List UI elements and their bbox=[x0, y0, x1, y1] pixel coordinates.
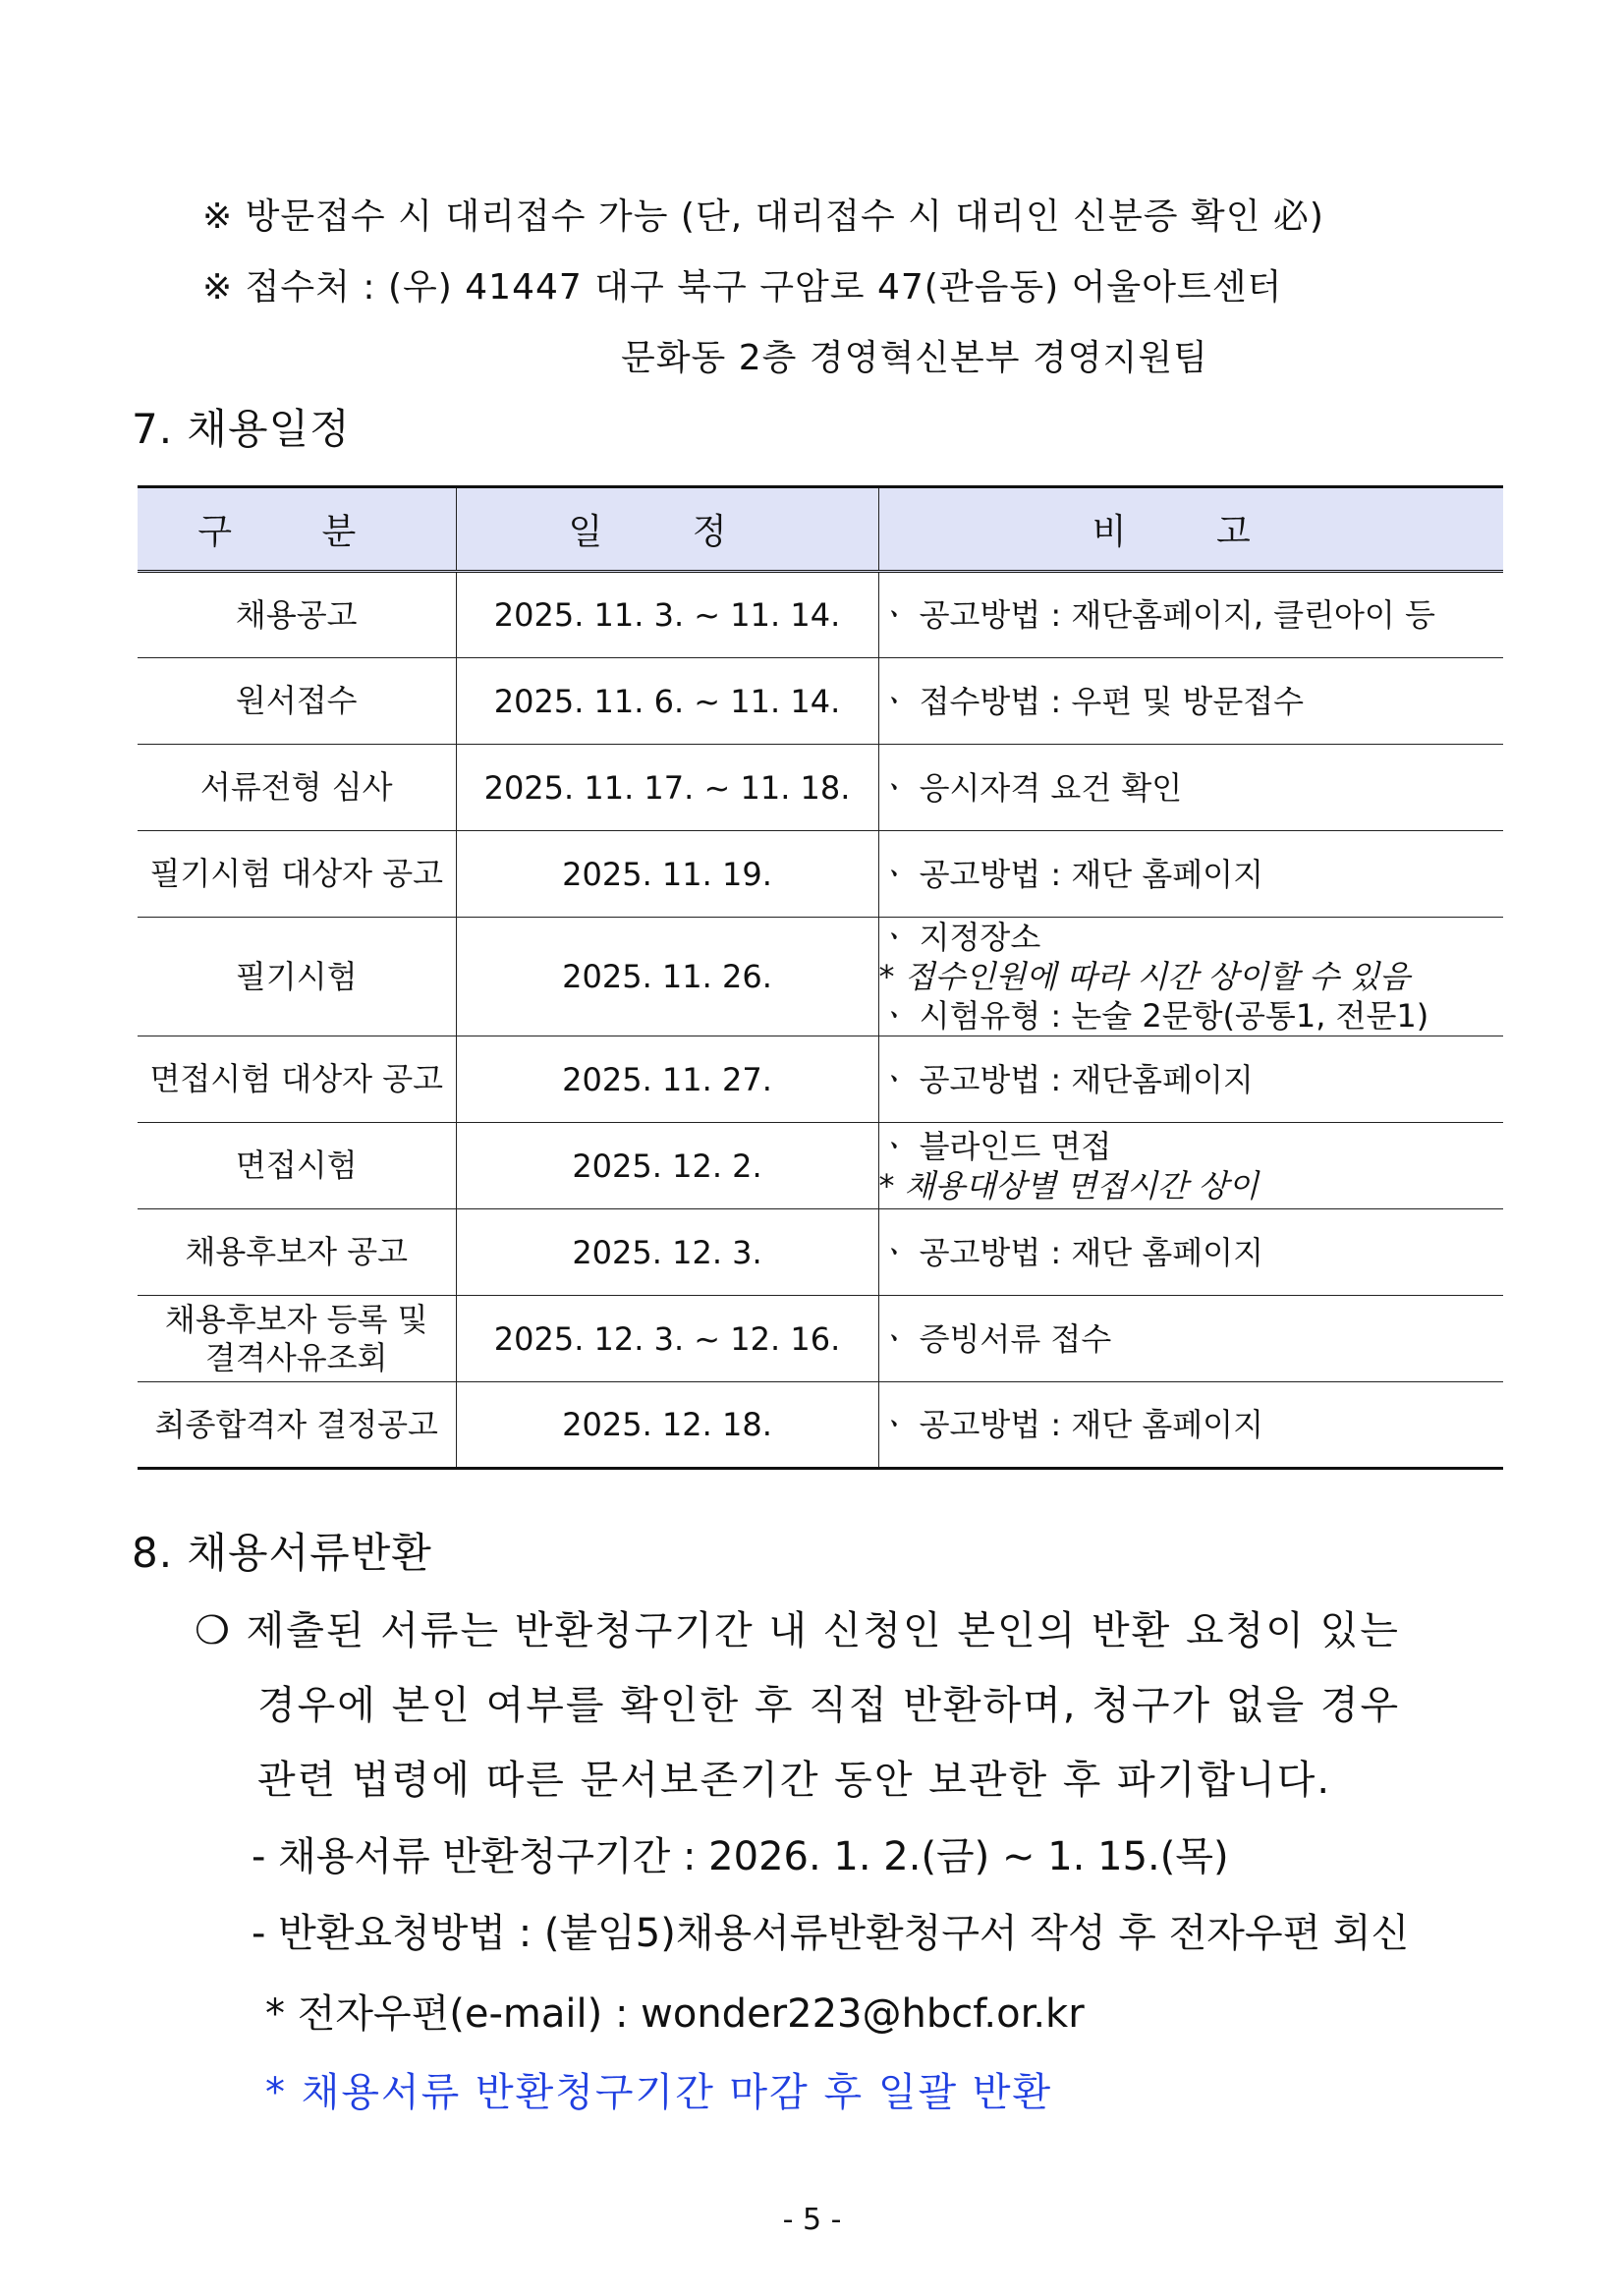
row-note: ㆍ 증빙서류 접수 bbox=[878, 1296, 1503, 1382]
schedule-table bbox=[138, 485, 1503, 1470]
row-division: 필기시험 대상자 공고 bbox=[138, 831, 456, 918]
row-date: 2025. 11. 17. ~ 11. 18. bbox=[456, 745, 878, 831]
row-note: ㆍ 접수방법 : 우편 및 방문접수 bbox=[878, 658, 1503, 745]
row-division: 면접시험 대상자 공고 bbox=[138, 1036, 456, 1123]
section-8-title: 8. 채용서류반환 bbox=[132, 1529, 432, 1577]
address-line-1: ※ 접수처 : (우) 41447 대구 북구 구암로 47(관음동) 어울아트센터 bbox=[202, 267, 1283, 308]
header-division: 구 분 bbox=[138, 487, 456, 572]
row-date: 2025. 11. 26. bbox=[456, 918, 878, 1036]
return-period: - 채용서류 반환청구기간 : 2026. 1. 2.(금) ~ 1. 15.(목) bbox=[252, 1834, 1229, 1879]
header-notes: 비 고 bbox=[878, 487, 1503, 572]
return-email: * 전자우편(e-mail) : wonder223@hbcf.or.kr bbox=[265, 1991, 1085, 2037]
row-note: ㆍ 공고방법 : 재단홈페이지, 클린아이 등 bbox=[878, 572, 1503, 658]
row-date: 2025. 11. 3. ~ 11. 14. bbox=[456, 572, 878, 658]
row-note: ㆍ 응시자격 요건 확인 bbox=[878, 745, 1503, 831]
row-division bbox=[138, 1296, 456, 1382]
row-date: 2025. 12. 18. bbox=[456, 1382, 878, 1469]
row-note: ㆍ 공고방법 : 재단 홈페이지 bbox=[878, 831, 1503, 918]
row-note: ㆍ 지정장소 bbox=[878, 919, 1041, 956]
row-note: ㆍ 블라인드 면접 bbox=[878, 1127, 1112, 1165]
table-row bbox=[138, 1036, 1503, 1123]
row-division: 서류전형 심사 bbox=[138, 745, 456, 831]
row-notes bbox=[878, 1123, 1503, 1209]
table-row bbox=[138, 1123, 1503, 1209]
row-date: 2025. 11. 6. ~ 11. 14. bbox=[456, 658, 878, 745]
return-para-line-3: 관련 법령에 따른 문서보존기간 동안 보관한 후 파기합니다. bbox=[257, 1758, 1332, 1803]
row-note: ㆍ 시험유형 : 논술 2문항(공통1, 전문1) bbox=[878, 997, 1429, 1035]
row-note-remark: * 접수인원에 따라 시간 상이할 수 있음 bbox=[878, 958, 1411, 995]
return-para-line-1: ❍ 제출된 서류는 반환청구기간 내 신청인 본인의 반환 요청이 있는 bbox=[195, 1608, 1400, 1653]
table-row bbox=[138, 745, 1503, 831]
row-note: ㆍ 공고방법 : 재단 홈페이지 bbox=[878, 1382, 1503, 1469]
return-method: - 반환요청방법 : (붙임5)채용서류반환청구서 작성 후 전자우편 회신 bbox=[252, 1911, 1410, 1956]
row-date: 2025. 12. 3. bbox=[456, 1209, 878, 1296]
row-date: 2025. 11. 19. bbox=[456, 831, 878, 918]
row-division: 채용후보자 공고 bbox=[138, 1209, 456, 1296]
header-date: 일 정 bbox=[456, 487, 878, 572]
page-number: - 5 - bbox=[782, 2203, 842, 2237]
row-division: 최종합격자 결정공고 bbox=[138, 1382, 456, 1469]
row-date: 2025. 12. 2. bbox=[456, 1123, 878, 1209]
section-7-title: 7. 채용일정 bbox=[132, 405, 351, 453]
row-division-line: 채용후보자 등록 및 bbox=[164, 1301, 428, 1339]
table-row bbox=[138, 572, 1503, 658]
proxy-note: ※ 방문접수 시 대리접수 가능 (단, 대리접수 시 대리인 신분증 확인 必) bbox=[202, 196, 1324, 237]
row-date: 2025. 12. 3. ~ 12. 16. bbox=[456, 1296, 878, 1382]
row-date: 2025. 11. 27. bbox=[456, 1036, 878, 1123]
return-batch-note: * 채용서류 반환청구기간 마감 후 일괄 반환 bbox=[265, 2070, 1053, 2115]
row-division: 채용공고 bbox=[138, 572, 456, 658]
row-notes bbox=[878, 918, 1503, 1036]
row-division: 면접시험 bbox=[138, 1123, 456, 1209]
table-row bbox=[138, 1209, 1503, 1296]
return-para-line-2: 경우에 본인 여부를 확인한 후 직접 반환하며, 청구가 없을 경우 bbox=[257, 1683, 1401, 1728]
row-note-remark: * 채용대상별 면접시간 상이 bbox=[878, 1166, 1260, 1204]
row-note: ㆍ 공고방법 : 재단홈페이지 bbox=[878, 1036, 1503, 1123]
row-division-line: 결격사유조회 bbox=[205, 1338, 388, 1376]
table-row bbox=[138, 658, 1503, 745]
row-note: ㆍ 공고방법 : 재단 홈페이지 bbox=[878, 1209, 1503, 1296]
table-row bbox=[138, 1382, 1503, 1469]
address-line-2: 문화동 2층 경영혁신본부 경영지원팀 bbox=[621, 338, 1208, 378]
table-row bbox=[138, 1296, 1503, 1382]
row-division: 필기시험 bbox=[138, 918, 456, 1036]
row-division: 원서접수 bbox=[138, 658, 456, 745]
table-row bbox=[138, 831, 1503, 918]
table-row bbox=[138, 918, 1503, 1036]
table-header-row bbox=[138, 487, 1503, 572]
